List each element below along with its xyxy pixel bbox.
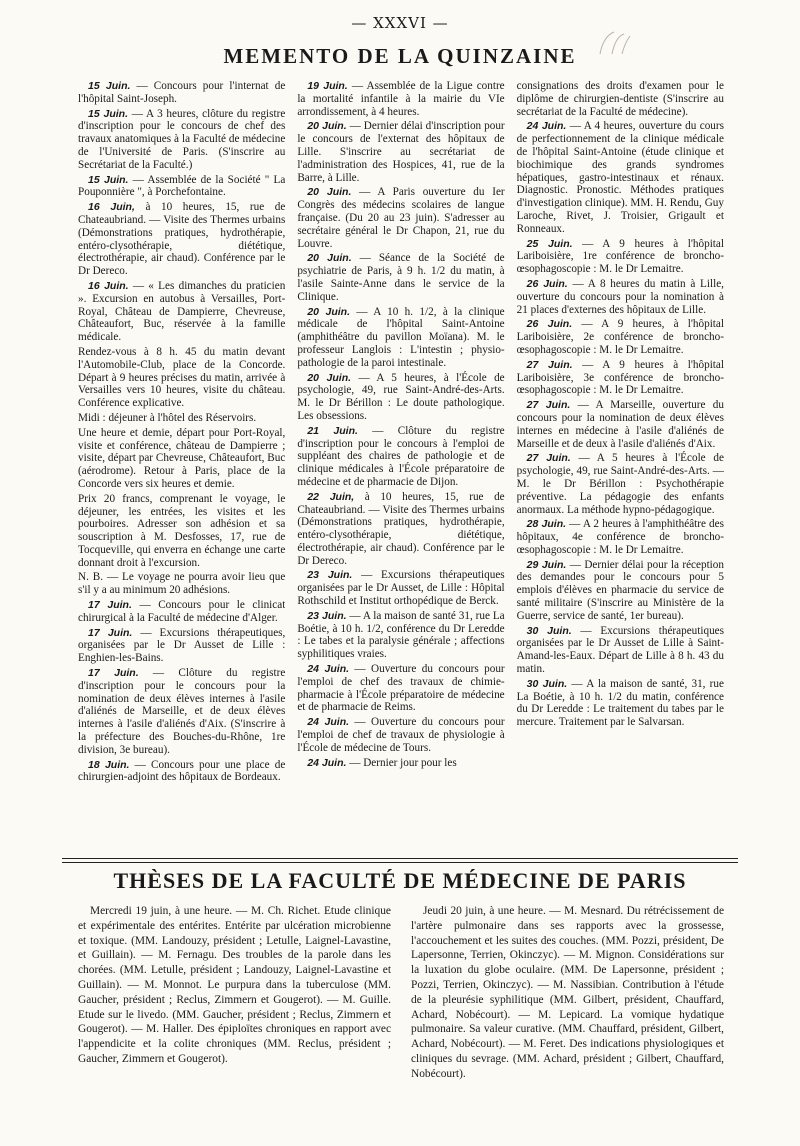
entry-date: 20 Juin.: [307, 252, 352, 265]
memento-entry: [297, 120, 504, 184]
memento-title: MEMENTO DE LA QUINZAINE: [223, 44, 577, 68]
memento-entry: [297, 425, 504, 489]
memento-column-3: [517, 80, 724, 850]
entry-text: — A 4 heures, ouverture du cours de perfectionnement de la clinique médicale de l'hôpital Saint-Antoine (étude clinique et biochimique des grands syndromes hépatiques, gastro-intestinaux et rénaux. Diagnostic. Pronostic. Méthodes pratiques d'investigation clinique). MM. H. Rendu, Guy Laroche, Rivet, J. Troisier, Grigault et Ronneaux.: [516, 120, 724, 235]
memento-entry: [78, 174, 285, 200]
entry-text: — A 5 heures, à l'École de psychologie, 49, rue Saint-André-des-Arts. M. le Dr Bérillon : Le doute pathologique. Les obsessions.: [297, 371, 505, 422]
entry-date: 28 Juin.: [526, 518, 567, 531]
memento-columns: [78, 80, 724, 850]
entry-date: 16 Juin.: [88, 279, 129, 292]
memento-entry: [297, 372, 504, 423]
entry-date: 26 Juin.: [526, 277, 568, 290]
entry-text: à 10 heures, 15, rue de Chateaubriand. — Visite des Thermes urbains (Démonstrations pratiques, hydrothérapie, entéro-clysothérapie, diététique, électrothérapie, air chaud). Conférence par le Dr Dereco.: [297, 490, 505, 567]
memento-entry: [297, 306, 504, 370]
entry-text: — Clôture du registre d'inscription pour le concours pour la nomination de deux élèves internes à l'asile d'aliénés de Marseille, et de deux élèves internes à l'asile d'aliénés d'Aix. (S'inscrire à la préfecture des Bouches-du-Rhône, 1re division, 3e bureau).: [78, 667, 286, 756]
memento-entry: [517, 238, 724, 276]
theses-right-text: Jeudi 20 juin, à une heure. — M. Mesnard. Du rétrécissement de l'artère pulmonaire dans ses rapports avec la grossesse, l'accouchement et les suites des couches. (MM. Pozzi, président, De Lapersonne, Terrien, Okinczyc). — M. Mignon. Considérations sur la luxation du globe oculaire. (MM. De Lapersonne, président ; Pozzi, Terrien, Okinczyc). — M. Nassibian. Contribution à l'étude de la pleurésie syphilitique (MM. Gilbert, président, Chauffard, Achard, Nobécourt). — M. Lepicard. La vomique hydatique pulmonaire. Sa valeur curative. (MM. Chauffard, président, Gilbert, Achard, Nobécourt). — M. Feret. Des indications physiologiques et cliniques du sevrage. (MM. Achard, président ; Gilbert, Chauffard, Nobécourt).: [411, 905, 724, 1080]
entry-text: Une heure et demie, départ pour Port-Royal, visite et conférence, château de Dampierre ; visite, départ par Chevreuse, Châteaufort, Buc (aérodrome). Retour à Paris, place de la Concorde vers six heures et demie.: [78, 426, 286, 490]
memento-entry: [517, 399, 724, 450]
memento-entry: [78, 493, 285, 570]
entry-text: Rendez-vous à 8 h. 45 du matin devant l'Automobile-Club, place de la Concorde. Départ à 9 heures précises du matin, arrivée à Versailles vers 10 heures, visite du château. Conférence explicative.: [78, 345, 286, 410]
entry-text: — Excursions thérapeutiques organisées par le Dr Ausset, de Lille : Hôpital Rothschild et Institut orthopédique de Berck.: [297, 569, 505, 608]
entry-text: Midi : déjeuner à l'hôtel des Réservoirs.: [78, 411, 257, 424]
entry-text: — A Paris ouverture du Ier Congrès des médecins scolaires de langue française. (Du 20 au 23 juin). S'adresser au secrétaire général le Dr Chapon, 21, rue du Louvre.: [297, 186, 505, 250]
entry-text: — A 10 h. 1/2, à la clinique médicale de l'hôpital Saint-Antoine (amphithéâtre du pavillon Moïana). M. le professeur Langlois : L'intestin ; physio-pathologie de la paroi intestinale.: [297, 305, 505, 369]
memento-entry: [78, 571, 285, 597]
entry-date: 15 Juin.: [88, 173, 129, 186]
entry-text: — Ouverture du concours pour l'emploi de chef de travaux de physiologie à l'École de médecine de Tours.: [297, 716, 505, 754]
entry-date: 17 Juin.: [88, 667, 139, 680]
memento-entry: [517, 559, 724, 623]
entry-text: — A 8 heures du matin à Lille, ouverture du concours pour la nomination à 21 places d'externes des hôpitaux de Lille.: [516, 277, 724, 316]
entry-date: 29 Juin.: [526, 558, 567, 571]
entry-text: — Assemblée de la Société " La Pouponnière ", à Porchefontaine.: [78, 173, 286, 199]
entry-text: consignations des droits d'examen pour le diplôme de chirurgien-dentiste (S'inscrire au secrétariat de la Faculté de médecine).: [516, 80, 724, 118]
theses-columns: [78, 904, 724, 1082]
entry-date: 22 Juin,: [307, 490, 355, 503]
entry-date: 24 Juin.: [526, 120, 567, 133]
memento-column-2: [297, 80, 504, 850]
entry-date: 16 Juin,: [88, 201, 135, 214]
memento-entry: [78, 667, 285, 757]
memento-entry: [78, 108, 285, 172]
entry-date: 30 Juin.: [526, 624, 572, 637]
memento-entry: [297, 80, 504, 118]
memento-entry: [78, 346, 285, 410]
entry-text: — Dernier délai pour la réception des demandes pour le concours pour 5 emplois d'élèves en pharmacie du service de santé militaire (S'inscrire au Ministère de la Guerre, service de santé, 1er bureau).: [516, 558, 724, 622]
entry-text: — Excursions thérapeutiques organisées par le Dr Ausset de Lille à Saint-Amand-les-Eaux. Départ de Lille à 8 h. 43 du matin.: [516, 624, 724, 676]
memento-entry: [517, 80, 724, 118]
entry-date: 27 Juin.: [526, 452, 571, 465]
entry-date: 20 Juin.: [307, 120, 347, 133]
entry-date: 26 Juin.: [526, 318, 573, 331]
memento-entry: [78, 201, 285, 278]
entry-text: — « Les dimanches du praticien ». Excursion en autobus à Versailles, Port-Royal, Château de Dampierre, Chevreuse, Châteaufort, Buc, réservée à la famille médicale.: [78, 279, 286, 344]
entry-date: 24 Juin.: [307, 663, 350, 676]
memento-entry: [297, 491, 504, 568]
entry-date: 21 Juin.: [307, 424, 358, 437]
memento-entry: [517, 678, 724, 729]
entry-date: 23 Juin.: [307, 609, 347, 622]
entry-date: 23 Juin.: [307, 569, 353, 582]
memento-entry: [297, 252, 504, 303]
entry-text: — A 2 heures à l'amphithéâtre des hôpitaux, 4e conférence de broncho-œsophagoscopie : M. le Dr Lemaitre.: [516, 518, 724, 556]
memento-entry: [78, 412, 285, 425]
entry-date: 20 Juin.: [307, 305, 350, 318]
entry-text: — A 5 heures à l'École de psychologie, 49, rue Saint-André-des-Arts. — M. le Dr Bérillon : Psychothérapie préventive. La pédagogie des enfants anormaux. La méthode hypno-pédagogique.: [516, 452, 724, 516]
entry-text: — A 9 heures, à l'hôpital Lariboisière, 2e conférence de broncho-œsophagoscopie : M. le Dr Lemaitre.: [516, 318, 724, 356]
entry-date: 17 Juin.: [88, 626, 133, 639]
entry-date: 15 Juin.: [88, 80, 131, 92]
theses-column-right: [411, 904, 724, 1082]
memento-entry: [517, 452, 724, 516]
memento-entry: [78, 627, 285, 665]
entry-date: 24 Juin.: [307, 716, 350, 729]
entry-text: N. B. — Le voyage ne pourra avoir lieu que s'il y a au minimum 20 adhésions.: [78, 571, 286, 597]
memento-entry: [78, 280, 285, 344]
entry-text: — A 9 heures à l'hôpital Lariboisière, 3e conférence de broncho-œsophagoscopie : M. le Dr Lemaitre.: [516, 358, 724, 397]
memento-entry: [517, 318, 724, 356]
entry-text: — A la maison de santé, 31, rue La Boétie, à 10 h. 1/2 du matin, conférence du Dr Leredde : Le traitement du tabes par le mercure. Traitement par le Salvarsan.: [516, 677, 724, 729]
entry-text: — A Marseille, ouverture du concours pour la nomination de deux élèves internes en médecine à l'asile d'aliénés de Marseille et de deux à l'asile d'aliénés d'Aix.: [516, 399, 724, 450]
entry-date: 15 Juin.: [88, 107, 129, 120]
entry-text: — Ouverture du concours pour l'emploi de chef des travaux de chimie-pharmacie à l'École préparatoire de médecine et de pharmacie de Reims.: [297, 663, 505, 714]
memento-entry: [78, 80, 285, 106]
entry-text: — A la maison de santé 31, rue La Boétie, à 10 h. 1/2, conférence du Dr Leredde : Le tabes et la paralysie générale ; affections syphilitiques vraies.: [297, 609, 505, 661]
memento-entry: [78, 427, 285, 491]
memento-entry: [78, 759, 285, 785]
entry-text: — A 3 heures, clôture du registre d'inscription pour le concours de chef des travaux anatomiques à la Faculté de médecine de l'Université de Paris. (S'inscrire au Secrétariat de la Faculté.): [78, 107, 286, 171]
entry-date: 25 Juin.: [526, 237, 573, 250]
entry-text: — A 9 heures à l'hôpital Lariboisière, 1re conférence de broncho-œsophagoscopie : M. le Dr Lemaitre.: [516, 237, 724, 276]
memento-entry: [517, 518, 724, 556]
memento-entry: [297, 716, 504, 754]
section-divider: [62, 858, 738, 859]
entry-date: 20 Juin.: [307, 186, 352, 199]
entry-date: 24 Juin.: [307, 756, 347, 769]
memento-entry: [517, 278, 724, 316]
memento-entry: [517, 359, 724, 397]
entry-date: 18 Juin.: [88, 758, 130, 771]
entry-text: — Dernier délai d'inscription pour le concours de l'externat des hôpitaux de Lille. S'inscrire au secrétariat de l'administration des Hospices, 41, rue de la Barre, à Lille.: [297, 120, 505, 184]
entry-text: — Séance de la Société de psychiatrie de Paris, à 9 h. 1/2 du matin, à l'asile Sainte-Anne dans le service de la Clinique.: [297, 252, 505, 303]
theses-title: THÈSES DE LA FACULTÉ DE MÉDECINE DE PARIS: [113, 868, 687, 893]
entry-text: — Excursions thérapeutiques, organisées par le Dr Ausset de Lille : Enghien-les-Bains.: [78, 626, 286, 665]
entry-date: 30 Juin.: [526, 677, 568, 690]
entry-date: 27 Juin.: [526, 358, 573, 371]
entry-text: Prix 20 francs, comprenant le voyage, le déjeuner, les entrées, les visites et les pourboires. Adresser son adhésion et sa souscription à M. Desfosses, 17, rue de Tocqueville, qui enverra en échange une carte donnant droit à l'excursion.: [78, 492, 286, 569]
memento-entry: [297, 186, 504, 250]
entry-date: 27 Juin.: [526, 399, 571, 412]
theses-column-left: [78, 904, 391, 1082]
entry-text: à 10 heures, 15, rue de Chateaubriand. — Visite des Thermes urbains (Démonstrations pratiques, hydrothérapie, entéro-clysothérapie, diététique, électrothérapie, air chaud). Conférence par le Dr Dereco.: [78, 201, 286, 278]
memento-entry: [297, 663, 504, 714]
entry-text: — Assemblée de la Ligue contre la mortalité infantile à la mairie du VIe arrondissement, à 4 heures.: [297, 80, 505, 118]
memento-entry: [297, 569, 504, 607]
section-divider-thin: [62, 862, 738, 863]
entry-text: — Dernier jour pour les: [346, 756, 457, 769]
page-number: — XXXVI —: [351, 14, 449, 32]
theses-left-text: Mercredi 19 juin, à une heure. — M. Ch. Richet. Etude clinique et expérimentale des entérites. Entérite par ulcération microbienne et toxique. (MM. Landouzy, président ; Letulle, Laignel-Lavastine, et Guillain). — M. Fernagu. Des troubles de la parole dans les chorées. (MM. Letulle, président ; Landouzy, Laignel-Lavastine et Guillain). — M. Monnot. Le purpura dans la tuberculose (MM. Gaucher, président ; Reclus, Zimmern et Gougerot). — M. Guille. Etude sur le livedo. (MM. Gaucher, président ; Reclus, Zimmern et Gougerot). — M. Haller. Des épiploïtes chroniques en rapport avec l'appendicite et la colite chroniques (MM. Reclus, président ; Gaucher, Zimmern et Gougerot).: [78, 905, 391, 1065]
entry-text: — Concours pour le clinicat chirurgical à la Faculté de médecine d'Alger.: [78, 599, 286, 624]
entry-date: 17 Juin.: [88, 599, 132, 612]
entry-text: — Concours pour une place de chirurgien-adjoint des hôpitaux de Bordeaux.: [78, 758, 286, 784]
entry-date: 19 Juin.: [307, 80, 348, 92]
memento-entry: [517, 625, 724, 676]
memento-entry: [297, 757, 504, 770]
memento-column-1: [78, 80, 285, 850]
memento-entry: [517, 120, 724, 235]
memento-entry: [78, 599, 285, 625]
entry-text: — Concours pour l'internat de l'hôpital Saint-Joseph.: [78, 80, 286, 105]
handwritten-mark-icon: [594, 24, 634, 64]
entry-text: — Clôture du registre d'inscription pour le concours à l'emploi de suppléant des chaires de pathologie et de clinique médicales à l'École préparatoire de médecine et de pharmacie de Dijon.: [297, 424, 505, 488]
entry-date: 20 Juin.: [307, 371, 352, 384]
memento-entry: [297, 610, 504, 661]
